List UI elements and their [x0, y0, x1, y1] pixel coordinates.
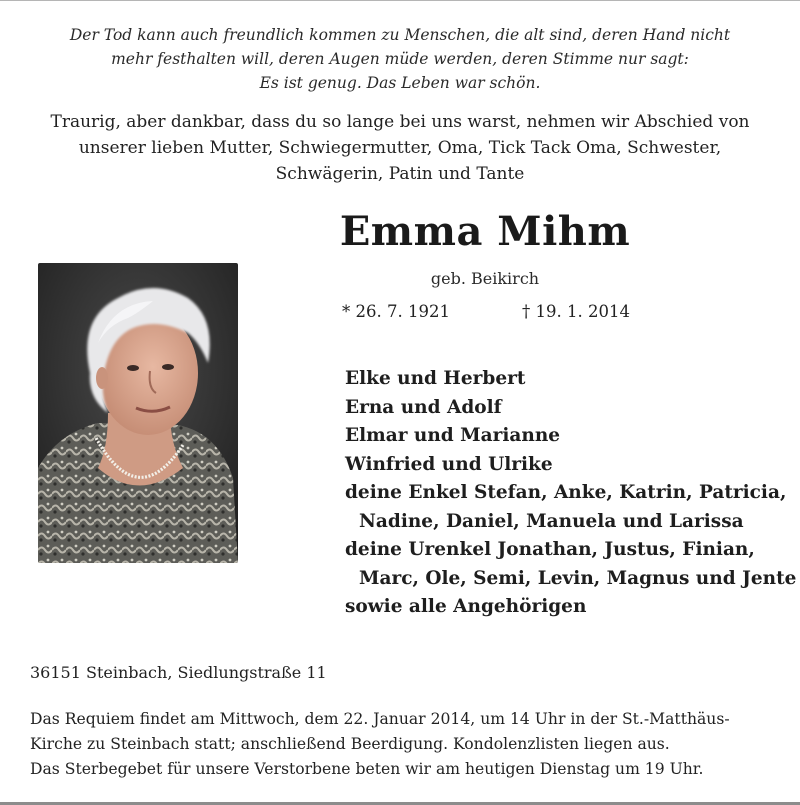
- memorial-poem: [20, 23, 780, 95]
- deceased-name: Emma Mihm: [339, 208, 631, 255]
- birth-date: * 26. 7. 1921: [342, 302, 450, 321]
- mourner-line: Winfried und Ulrike: [345, 453, 553, 475]
- mourner-line: Marc, Ole, Semi, Levin, Magnus und Jente: [359, 567, 797, 589]
- farewell-line: Traurig, aber dankbar, dass du so lange bei uns warst, nehmen wir Abschied von: [50, 112, 750, 132]
- mourner-line: Elke und Herbert: [345, 368, 526, 389]
- mourner-line: deine Enkel Stefan, Anke, Katrin, Patricia,: [345, 482, 787, 503]
- mourner-line: Erna und Adolf: [345, 396, 502, 418]
- death-date: † 19. 1. 2014: [522, 302, 630, 321]
- portrait-photo: [38, 263, 238, 563]
- family-address: 36151 Steinbach, Siedlungstraße 11: [30, 663, 327, 682]
- maiden-name: geb. Beikirch: [430, 269, 540, 288]
- poem-line: Der Tod kann auch freundlich kommen zu Menschen, die alt sind, deren Hand nicht: [69, 26, 731, 44]
- portrait-image: [38, 263, 238, 563]
- notice-line: Das Sterbegebet für unsere Verstorbene beten wir am heutigen Dienstag um 19 Uhr.: [30, 760, 704, 778]
- farewell-line: Schwägerin, Patin und Tante: [275, 164, 525, 184]
- farewell-line: unserer lieben Mutter, Schwiegermutter, Oma, Tick Tack Oma, Schwester,: [78, 138, 722, 158]
- funeral-notice: [30, 707, 772, 782]
- mourners-list: [345, 365, 797, 622]
- notice-line: Das Requiem findet am Mittwoch, dem 22. Januar 2014, um 14 Uhr in der St.-Matthäus-: [30, 710, 730, 728]
- notice-line: Kirche zu Steinbach statt; anschließend Beerdigung. Kondolenzlisten liegen aus.: [30, 735, 670, 753]
- mourner-line: Elmar und Marianne: [345, 425, 561, 446]
- poem-line: Es ist genug. Das Leben war schön.: [259, 74, 541, 92]
- mourner-line: sowie alle Angehörigen: [345, 596, 587, 617]
- poem-line: mehr festhalten will, deren Augen müde werden, deren Stimme nur sagt:: [111, 50, 689, 68]
- mourner-line: deine Urenkel Jonathan, Justus, Finian,: [345, 539, 755, 560]
- mourner-line: Nadine, Daniel, Manuela und Larissa: [359, 510, 744, 532]
- farewell-text: [20, 109, 780, 187]
